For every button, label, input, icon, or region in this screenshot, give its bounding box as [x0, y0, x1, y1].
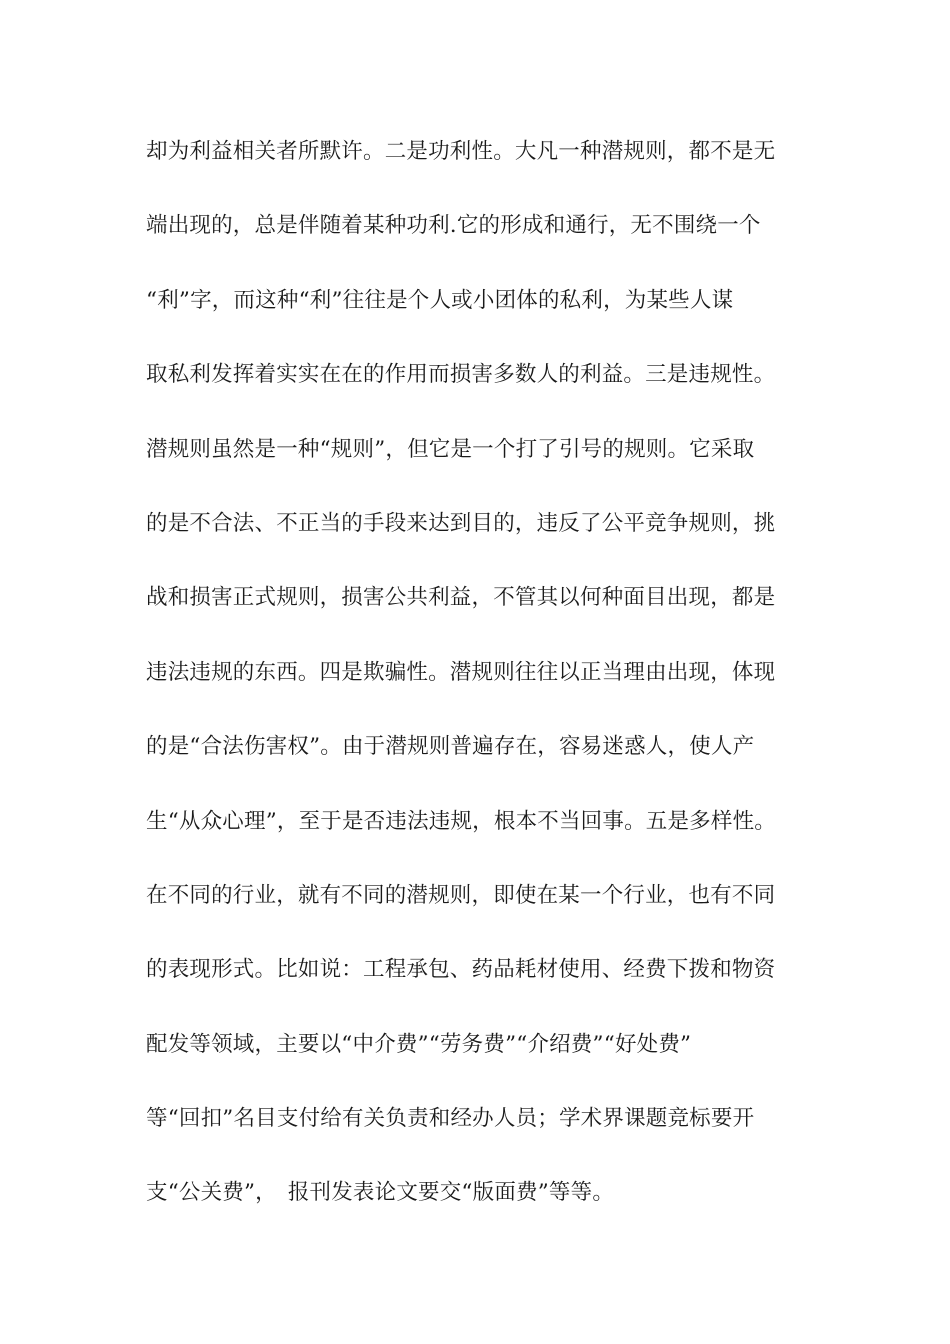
- text-line: 在不同的行业，就有不同的潜规则，即使在某一个行业，也有不同: [146, 882, 776, 908]
- text-line: 的表现形式。比如说：工程承包、药品耗材使用、经费下拨和物资: [146, 957, 776, 983]
- text-line: 生“从众心理”，至于是否违法违规，根本不当回事。五是多样性。: [146, 808, 776, 834]
- text-line: 却为利益相关者所默许。二是功利性。大凡一种潜规则，都不是无: [146, 139, 776, 164]
- text-line: 潜规则虽然是一种“规则”，但它是一个打了引号的规则。它采取: [146, 436, 755, 462]
- body-text: [146, 132, 826, 1248]
- text-line: 等“回扣”名目支付给有关负责和经办人员；学术界课题竞标要开: [146, 1106, 755, 1132]
- text-line: 违法违规的东西。四是欺骗性。潜规则往往以正当理由出现，体现: [146, 659, 776, 685]
- text-line: 配发等领域，主要以“中介费”“劳务费”“介绍费”“好处费”: [146, 1031, 692, 1057]
- text-line: 支“公关费”， 报刊发表论文要交“版面费”等等。: [146, 1180, 615, 1206]
- text-line: 战和损害正式规则，损害公共利益，不管其以何种面目出现，都是: [146, 585, 776, 611]
- text-line: 的是不合法、不正当的手段来达到目的，违反了公平竞争规则，挑: [146, 510, 776, 536]
- text-line: “利”字，而这种“利”往往是个人或小团体的私利，为某些人谋: [146, 287, 734, 313]
- text-line: 端出现的，总是伴随着某种功利.它的形成和通行，无不围绕一个: [146, 213, 761, 239]
- text-line: 的是“合法伤害权”。由于潜规则普遍存在，容易迷惑人，使人产: [146, 734, 755, 760]
- text-line: 取私利发挥着实实在在的作用而损害多数人的利益。三是违规性。: [146, 362, 776, 388]
